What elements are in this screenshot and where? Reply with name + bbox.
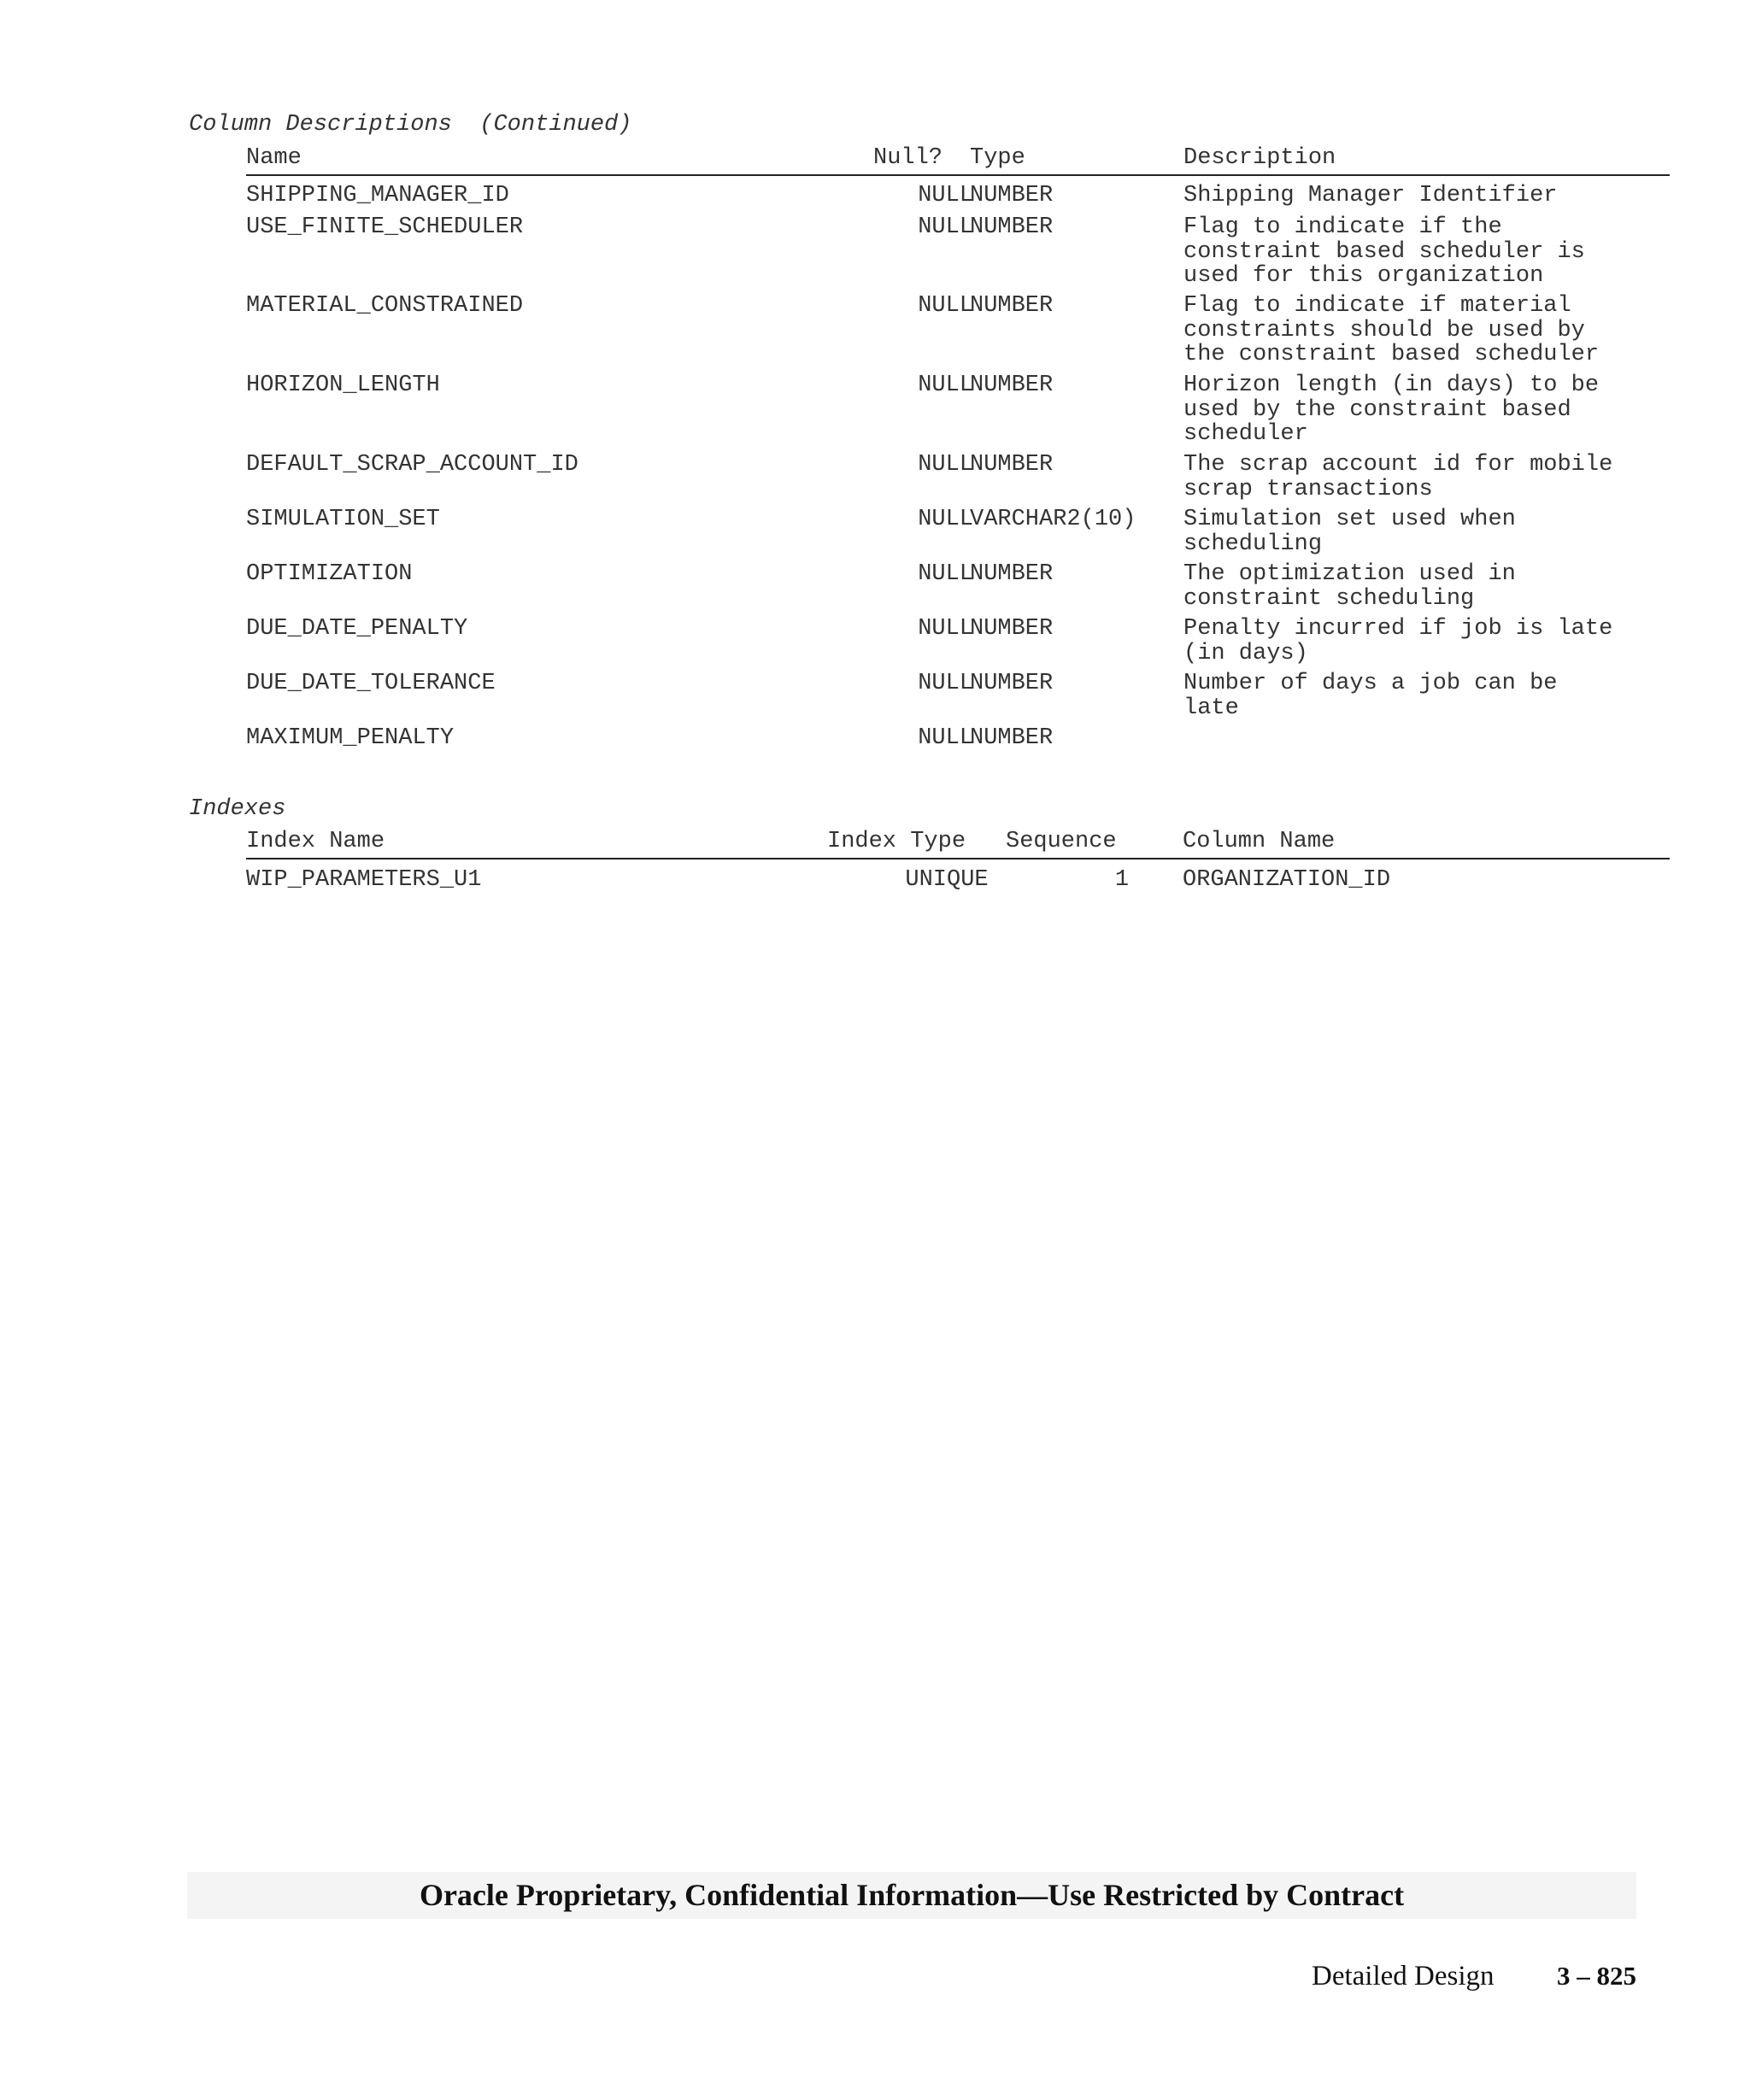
column-type: NUMBER [970,725,1054,751]
index-sequence: 1 [1114,867,1130,893]
indexes-title: Indexes [189,796,286,822]
column-null: NULL [918,214,973,240]
column-null: NULL [918,372,973,398]
column-name: MATERIAL_CONSTRAINED [246,293,524,319]
column-null: NULL [918,671,973,696]
column-null: NULL [918,452,973,478]
column-type: NUMBER [970,452,1054,478]
column-description: Horizon length (in days) to be used by the constraint based scheduler [1183,372,1600,447]
column-name: DUE_DATE_TOLERANCE [246,671,496,696]
column-type: NUMBER [970,372,1054,398]
column-type: NUMBER [970,183,1054,208]
column-type: NUMBER [970,214,1054,240]
column-name: DEFAULT_SCRAP_ACCOUNT_ID [246,452,578,478]
column-description: The scrap account id for mobile scrap transactions [1183,452,1613,502]
column-description: Simulation set used when scheduling [1183,507,1516,557]
column-null: NULL [918,183,973,208]
column-description: Flag to indicate if the constraint based scheduler is used for this organization [1183,214,1585,289]
column-null: NULL [918,725,973,751]
header-name: Name [246,145,302,171]
index-name: WIP_PARAMETERS_U1 [246,867,482,893]
confidentiality-notice: Oracle Proprietary, Confidential Information––Use Restricted by Contract [187,1872,1636,1919]
header-description: Description [1183,145,1336,171]
column-description: Number of days a job can be late [1183,671,1558,721]
header-null: Null? [873,145,943,171]
column-type: NUMBER [970,671,1054,696]
column-descriptions-title: Column Descriptions (Continued) [189,112,632,138]
column-type: NUMBER [970,561,1054,587]
column-type: VARCHAR2(10) [970,507,1136,532]
column-type: NUMBER [970,616,1054,642]
footer-section-name: Detailed Design [1312,1961,1495,1991]
column-type: NUMBER [970,293,1054,319]
column-description: Shipping Manager Identifier [1183,183,1558,208]
column-name: DUE_DATE_PENALTY [246,616,468,642]
header-type: Type [970,145,1025,171]
column-description: The optimization used in constraint scheduling [1183,561,1516,612]
column-name: HORIZON_LENGTH [246,372,440,398]
header-index-type: Index Type [827,829,966,854]
page-number: 3 – 825 [1557,1961,1636,1991]
header-sequence: Sequence [1006,829,1117,854]
column-null: NULL [918,507,973,532]
header-index-name: Index Name [246,829,385,854]
column-name: SHIPPING_MANAGER_ID [246,183,509,208]
column-name: OPTIMIZATION [246,561,413,587]
column-description: Penalty incurred if job is late (in days) [1183,616,1613,666]
column-null: NULL [918,293,973,319]
index-type: UNIQUE [905,867,989,893]
index-column-name: ORGANIZATION_ID [1183,867,1391,893]
indexes-header [246,829,1670,859]
column-null: NULL [918,616,973,642]
column-null: NULL [918,561,973,587]
column-descriptions-header [246,145,1670,176]
column-name: MAXIMUM_PENALTY [246,725,455,751]
column-description: Flag to indicate if material constraints should be used by the constraint based scheduler [1183,293,1600,367]
column-name: SIMULATION_SET [246,507,440,532]
column-name: USE_FINITE_SCHEDULER [246,214,524,240]
header-column-name: Column Name [1183,829,1336,854]
